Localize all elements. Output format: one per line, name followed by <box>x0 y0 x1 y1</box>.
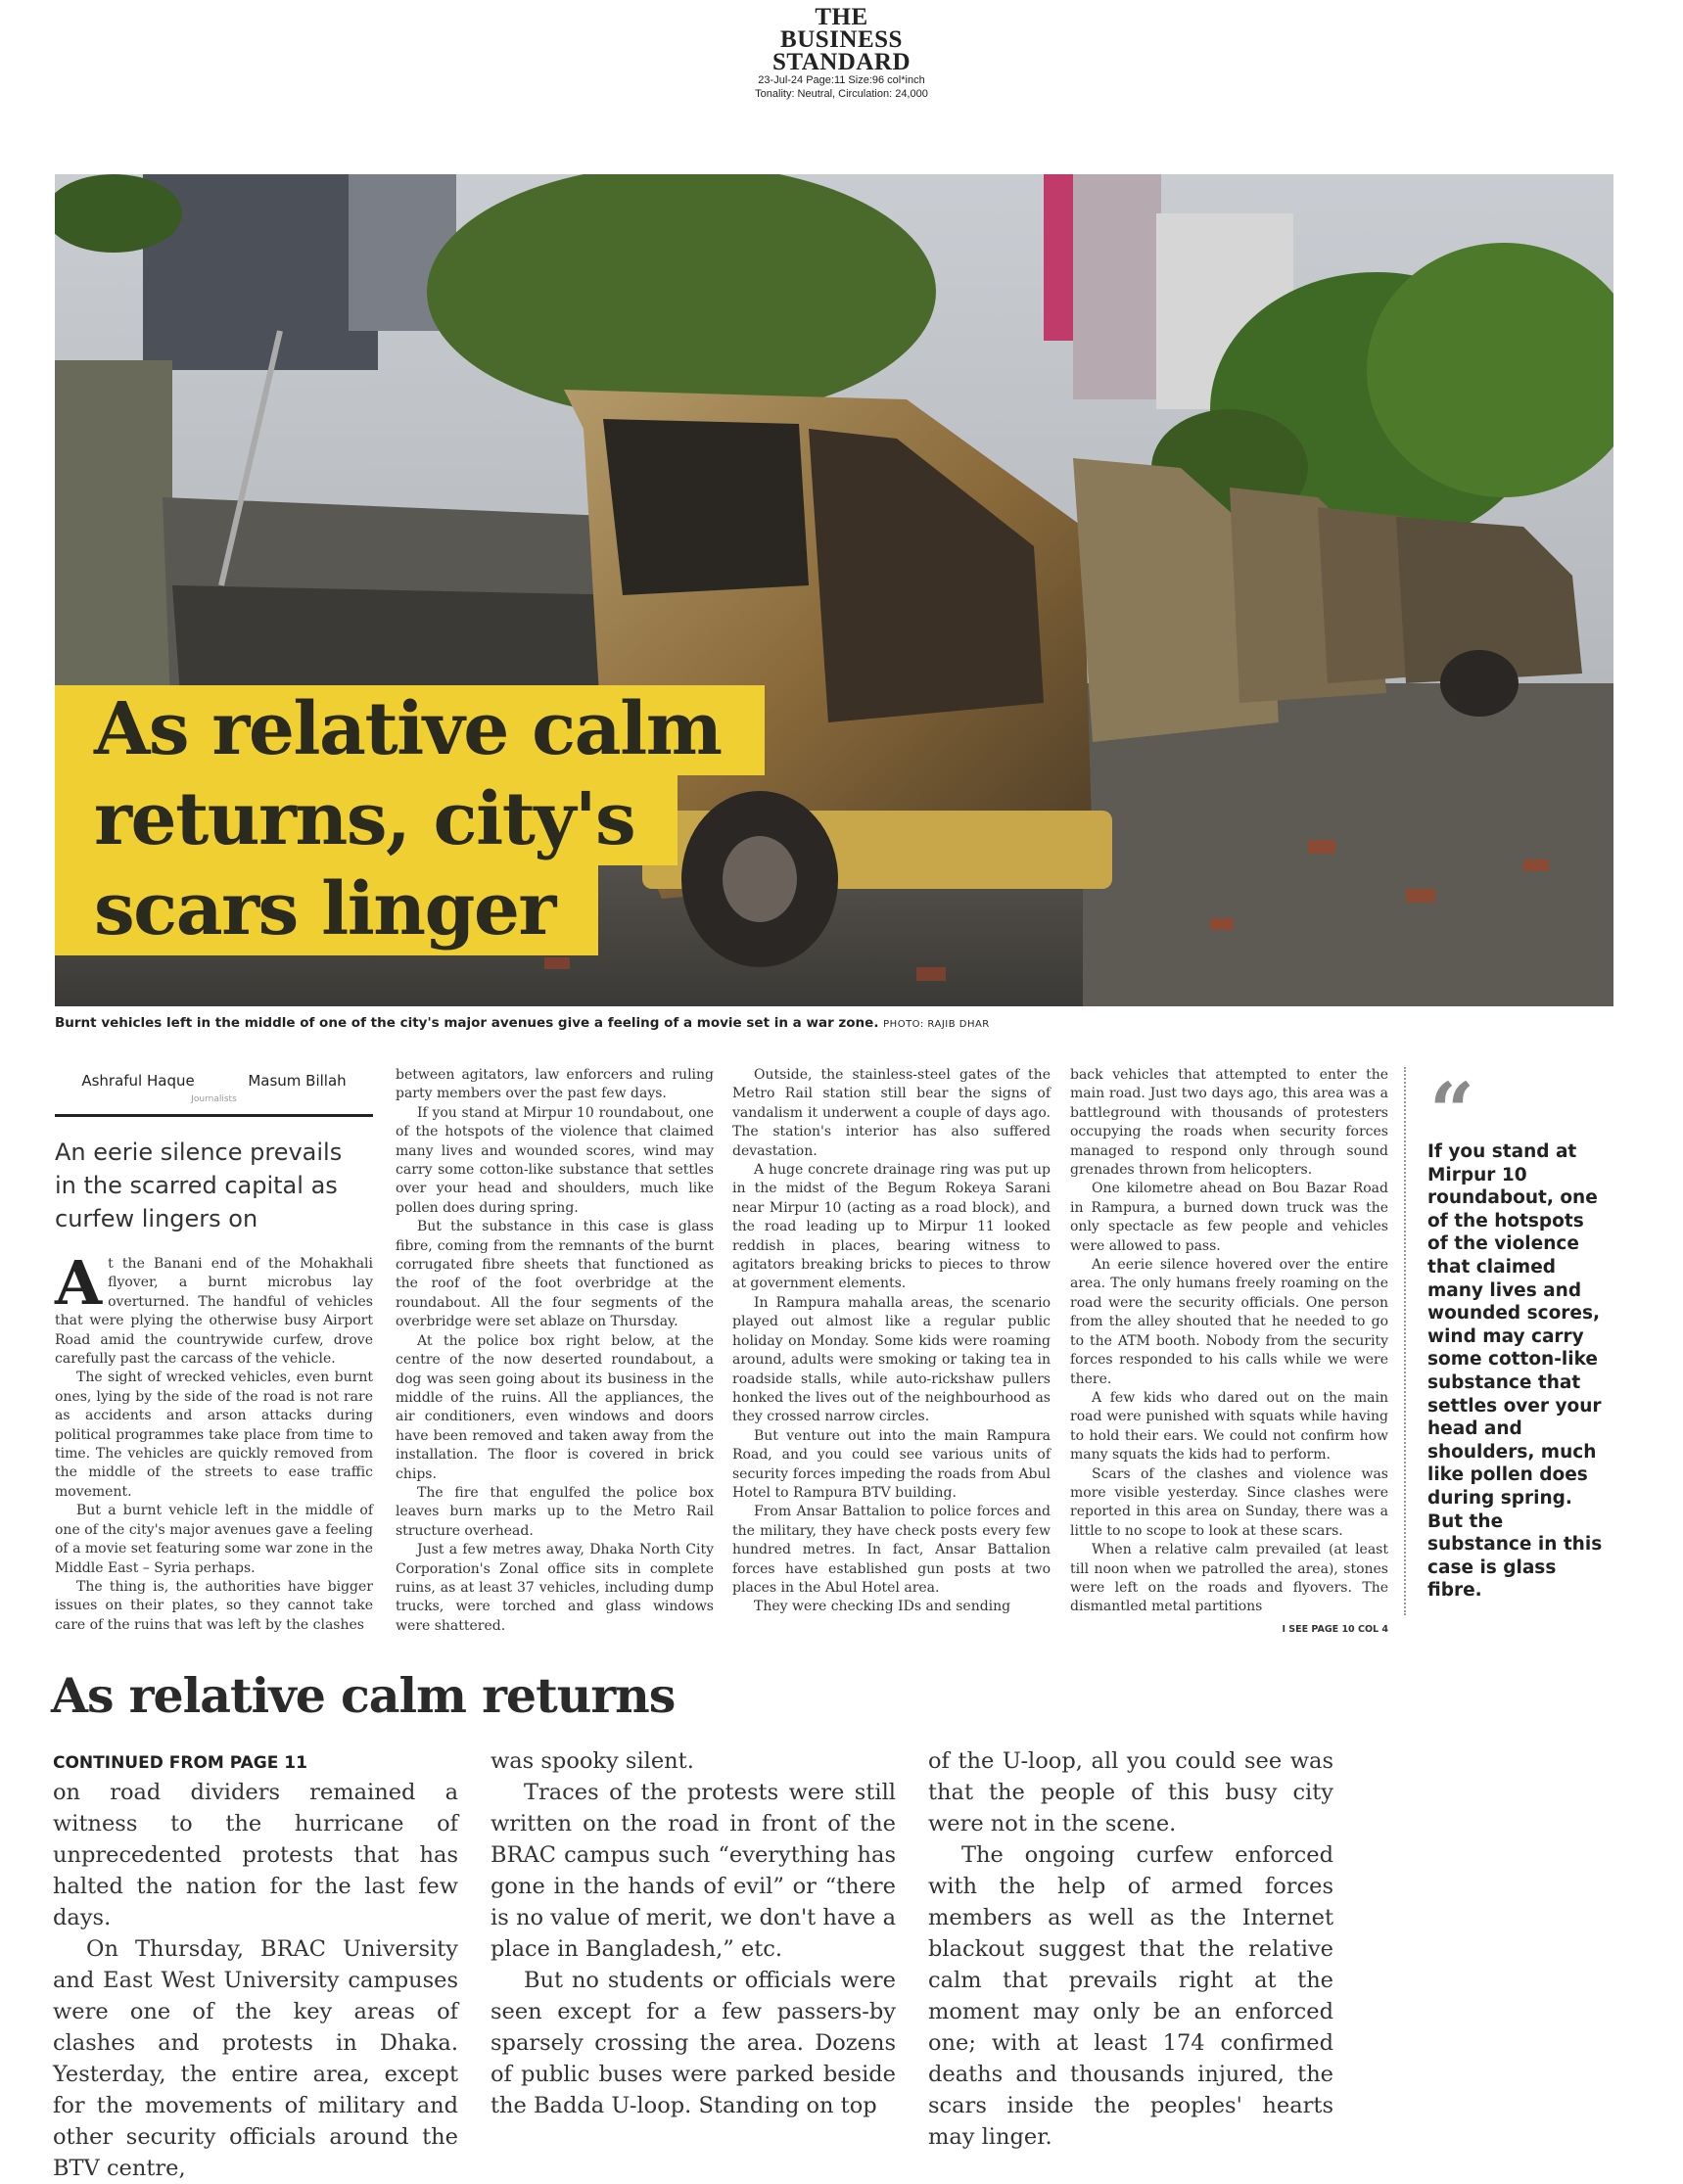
paragraph: They were checking IDs and sending <box>754 1599 1011 1615</box>
paragraph: The fire that engulfed the police box leaves burn marks up to the Metro Rail structure overhead. <box>396 1484 714 1539</box>
paragraph: Traces of the protests were still written on the road in front of the BRAC campus such “everything has gone in the hands of evil” or “there is no value of merit, we don't have a place in Bangladesh,” etc. <box>491 1780 896 1962</box>
paragraph-text: t the Banani end of the Mohakhali flyover, a burnt microbus lay overturned. The handful of vehicles that were plying the otherwise busy Airport Road amid the countrywide curfew, drove carefully past the carcass of the vehicle. <box>55 1256 373 1368</box>
paragraph <box>1070 1541 1388 1635</box>
photo-caption <box>55 1015 990 1031</box>
headline-line-1: As relative calm <box>55 685 765 775</box>
jump-reference: I SEE PAGE 10 COL 4 <box>1282 1623 1388 1635</box>
paragraph: But a burnt vehicle left in the middle of one of the city's major avenues gave a feeling of a movie set featuring some war zone in the Middle East – Syria perhaps. <box>55 1503 373 1576</box>
article-column-1 <box>55 1247 373 1635</box>
author-1: Ashraful Haque <box>81 1072 195 1090</box>
paragraph <box>55 1247 373 1369</box>
standfirst: An eerie silence prevails in the scarred capital as curfew lingers on <box>55 1138 343 1232</box>
paragraph: One kilometre ahead on Bou Bazar Road in Rampura, a burned down truck was the only spectacle as few people and vehicles were allowed to pass. <box>1070 1181 1388 1254</box>
masthead-title-line1: THE <box>815 4 868 30</box>
paragraph: was spooky silent. <box>491 1748 694 1774</box>
paragraph: of the U-loop, all you could see was that the people of this busy city were not in the scene. <box>928 1748 1333 1836</box>
pullquote-divider <box>1404 1067 1406 1615</box>
paragraph: Just a few metres away, Dhaka North City Corporation's Zonal office sits in complete ruins, as at least 37 vehicles, including dump trucks, were torched and glass windows were shattered. <box>396 1542 714 1634</box>
quote-icon: “ <box>1429 1065 1475 1157</box>
paragraph: on road dividers remained a witness to the hurricane of unprecedented protests that has halted the nation for the last few days. <box>53 1780 458 1930</box>
paragraph: Outside, the stainless-steel gates of the Metro Rail station still bear the signs of vandalism it underwent a couple of days ago. The station's interior has also suffered devastation. <box>732 1067 1051 1159</box>
caption-text: Burnt vehicles left in the middle of one of the city's major avenues give a feeling of a movie set in a war zone. <box>55 1015 879 1031</box>
continuation-headline: As relative calm returns <box>51 1667 676 1724</box>
paragraph: The sight of wrecked vehicles, even burnt ones, lying by the side of the road is not rare as accidents and arson attacks during political programmes take place from time to time. The vehicles are quickly removed from the middle of the streets to ease traffic movement. <box>55 1370 373 1500</box>
paragraph: But no students or officials were seen except for a few passers-by sparsely crossing the area. Dozens of public buses were parked beside the Badda U-loop. Standing on top <box>491 1968 896 2118</box>
masthead-title-line3: STANDARD <box>771 49 912 75</box>
author-2: Masum Billah <box>248 1072 347 1090</box>
article-column-3 <box>732 1066 1051 1617</box>
headline-line-2: returns, city's <box>55 775 678 865</box>
continuation-column-3 <box>928 1745 1333 2153</box>
byline <box>55 1072 373 1117</box>
main-headline <box>55 685 765 955</box>
paragraph: But the substance in this case is glass fibre, coming from the remnants of the burnt corrugated fibre sheets that functioned as the roof of the foot overbridge at the roundabout. All the four segments of the overbridge were set ablaze on Thursday. <box>396 1219 714 1330</box>
paragraph: back vehicles that attempted to enter the main road. Just two days ago, this area was a battleground with thousands of protesters occupying the roads when security forces managed to respond only through sound grenades thrown from helicopters. <box>1070 1067 1388 1179</box>
paragraph: A few kids who dared out on the main road were punished with squats while having to hold their ears. We could not confirm how many squats the kids had to perform. <box>1070 1389 1388 1464</box>
photo-credit: PHOTO: RAJIB DHAR <box>883 1019 990 1030</box>
paragraph: At the police box right below, at the centre of the now deserted roundabout, a dog was seen going about its business in the middle of the ruins. All the appliances, the air conditioners, even windows and doors have been removed and taken away from the installation. The floor is covered in brick chips. <box>396 1332 714 1482</box>
paragraph: The thing is, the authorities have bigger issues on their plates, so they cannot take care of the ruins that was left by the clashes <box>55 1578 373 1633</box>
paragraph: A huge concrete drainage ring was put up in the midst of the Begum Rokeya Sarani near Mirpur 10 (acting as a road block), and the road leading up to Mirpur 11 looked reddish in places, bearing witness to agitators breaking bricks to pieces to throw at government elements. <box>732 1162 1051 1292</box>
masthead-title-line2: BUSINESS <box>780 26 903 53</box>
continuation-column-1 <box>53 1777 458 2184</box>
continuation-column-2 <box>491 1745 896 2121</box>
paragraph-text: When a relative calm prevailed (at least till noon when we patrolled the area), stones were left on the roads and flyovers. The dismantled metal partitions <box>1070 1542 1388 1615</box>
paragraph: On Thursday, BRAC University and East West University campuses were one of the key areas of clashes and protests in Dhaka. Yesterday, the entire area, except for the movements of military and other security officials around the BTV centre, <box>53 1936 458 2181</box>
paragraph: From Ansar Battalion to police forces and the military, they have check posts every few hundred metres. In fact, Ansar Battalion forces have established gun posts at two places in the Abul Hotel area. <box>732 1504 1051 1596</box>
paragraph: But venture out into the main Rampura Road, and you could see various units of security forces impeding the roads from Abul Hotel to Rampura BTV building. <box>732 1427 1051 1501</box>
paragraph: The ongoing curfew enforced with the help of armed forces members as well as the Internet blackout suggest that the relative calm that prevails right at the moment may only be an enforced one; with at least 174 confirmed deaths and thousands injured, the scars inside the peoples' hearts may linger. <box>928 1842 1333 2150</box>
paragraph: If you stand at Mirpur 10 roundabout, one of the hotspots of the violence that claimed many lives and wounded scores, wind may carry some cotton-like substance that settles over your head and shoulders, much like pollen does during spring. <box>396 1104 714 1216</box>
article-column-4 <box>1070 1066 1388 1639</box>
byline-role: Journalists <box>191 1094 237 1104</box>
clipping-meta-line2: Tonality: Neutral, Circulation: 24,000 <box>755 88 928 100</box>
byline-rule <box>55 1114 373 1117</box>
paragraph: between agitators, law enforcers and ruling party members over the past few days. <box>396 1067 714 1102</box>
continued-label: CONTINUED FROM PAGE 11 <box>53 1753 307 1773</box>
article-column-2 <box>396 1066 714 1636</box>
clipping-meta-line1: 23-Jul-24 Page:11 Size:96 col*inch <box>758 74 925 86</box>
paragraph: Scars of the clashes and violence was more visible yesterday. Since clashes were reported in this area on Sunday, there was a little to no scope to look at these scars. <box>1070 1465 1388 1539</box>
drop-cap: A <box>55 1247 103 1319</box>
paragraph: In Rampura mahalla areas, the scenario played out almost like a regular public holiday on Monday. Some kids were roaming around, adults were smoking or taking tea in roadside stalls, while auto-rickshaw pullers honked the lives out of the neighbourhood as they crossed narrow circles. <box>732 1294 1051 1425</box>
headline-line-3: scars linger <box>55 865 598 955</box>
masthead <box>0 6 1683 101</box>
pullquote: If you stand at Mirpur 10 roundabout, one of the hotspots of the violence that claimed many lives and wounded scores, wind may carry some cotton-like substance that settles over your head and shoulders, much like pollen does during spring. But the substance in this case is glass fibre. <box>1427 1141 1603 1602</box>
paragraph: An eerie silence hovered over the entire area. The only humans freely roaming on the road were the security officials. One person from the alley shouted that he needed to go to the ATM booth. Nobody from the security forces responded to his calls while we were there. <box>1070 1257 1388 1387</box>
